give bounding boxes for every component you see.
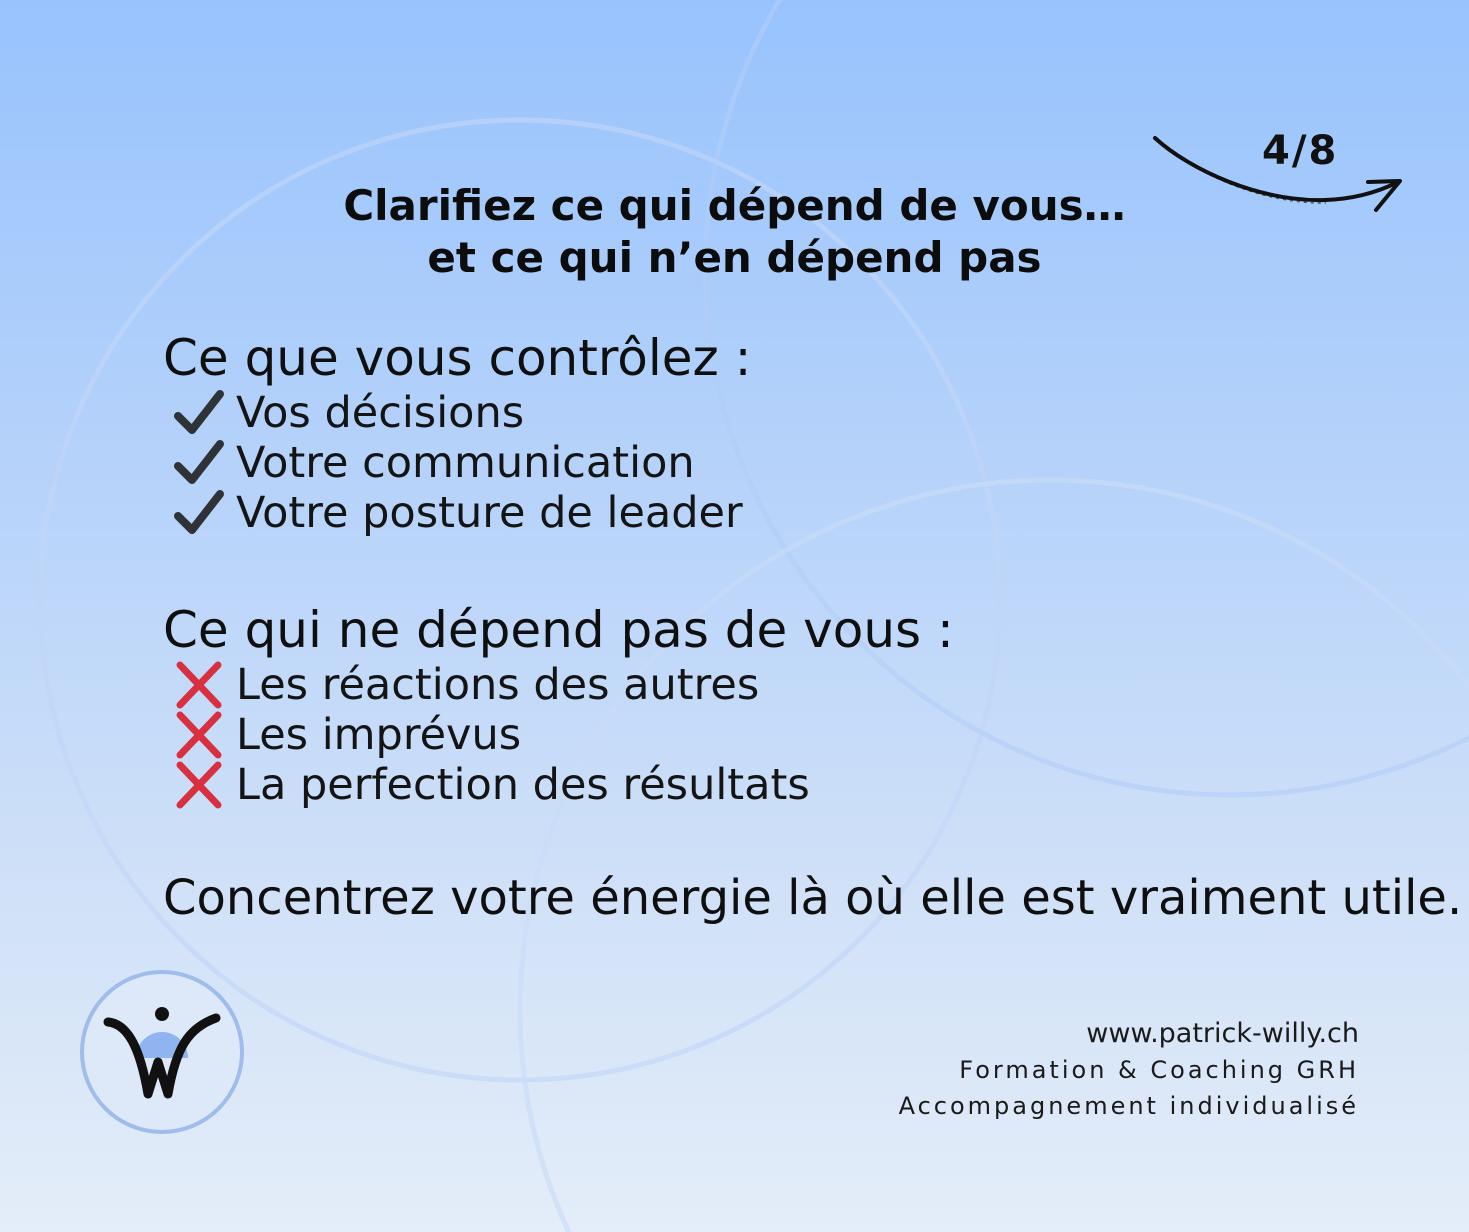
check-mark-icon (172, 488, 226, 538)
slide-title (0, 180, 1469, 284)
brand-logo-icon (78, 968, 246, 1136)
list-item-label: Les réactions des autres (236, 660, 760, 710)
cross-mark-icon (172, 760, 226, 810)
page-counter: 4/8 (1262, 128, 1339, 174)
list-item-label: Vos décisions (236, 388, 525, 438)
cross-mark-icon (172, 710, 226, 760)
conclusion-text: Concentrez votre énergie là où elle est vraiment utile. (163, 870, 1463, 926)
website-link[interactable]: www.patrick-willy.ch (1086, 1018, 1359, 1049)
uncontrollable-heading: Ce qui ne dépend pas de vous : (163, 601, 954, 659)
footer-info (899, 1016, 1359, 1124)
check-mark-icon (172, 388, 226, 438)
list-item (172, 710, 810, 760)
slide-title-line-2: et ce qui n’en dépend pas (427, 233, 1042, 282)
controllable-heading: Ce que vous contrôlez : (163, 329, 752, 387)
list-item (172, 760, 810, 810)
uncontrollable-list (172, 660, 810, 810)
list-item-label: Votre posture de leader (236, 488, 743, 538)
list-item-label: La perfection des résultats (236, 760, 810, 810)
cross-mark-icon (172, 660, 226, 710)
list-item-label: Les imprévus (236, 710, 522, 760)
list-item-label: Votre communication (236, 438, 695, 488)
list-item (172, 388, 743, 438)
footer-tagline-2: Accompagnement individualisé (898, 1092, 1359, 1120)
list-item (172, 660, 810, 710)
check-mark-icon (172, 438, 226, 488)
footer-tagline-1: Formation & Coaching GRH (959, 1056, 1359, 1084)
list-item (172, 438, 743, 488)
list-item (172, 488, 743, 538)
controllable-list (172, 388, 743, 538)
slide-title-line-1: Clarifiez ce qui dépend de vous… (343, 181, 1126, 230)
